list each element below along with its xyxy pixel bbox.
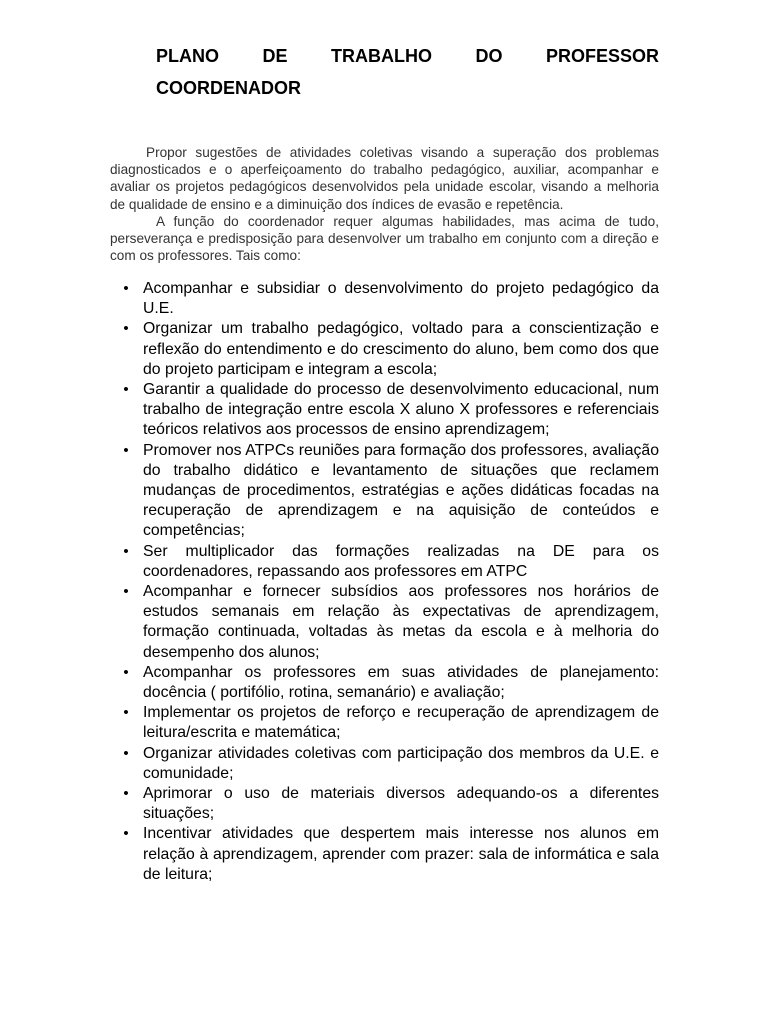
list-item-text: Acompanhar os professores em suas atividades de planejamento: docência ( portifólio, rotina, semanário) e avaliação;: [143, 663, 659, 702]
intro-text: [110, 144, 659, 264]
list-item-text: Acompanhar e subsidiar o desenvolvimento do projeto pedagógico da U.E.: [143, 280, 659, 318]
bullet-icon: •: [123, 704, 129, 722]
page-title: [156, 40, 659, 104]
list-item-text: Garantir a qualidade do processo de desenvolvimento educacional, num trabalho de integração entre escola X aluno X professores e referenciais teóricos relativos aos processos de ensino aprendizagem;: [143, 381, 659, 439]
title-line-2: COORDENADOR: [156, 78, 302, 98]
list-item: [110, 824, 659, 885]
list-item-text: Ser multiplicador das formações realizadas na DE para os coordenadores, repassando aos professores em ATPC: [143, 542, 659, 580]
bullet-icon: •: [123, 663, 129, 681]
title-line-1: PLANO DE TRABALHO DO PROFESSOR: [156, 46, 659, 66]
list-item-text: Organizar um trabalho pedagógico, voltado para a conscientização e reflexão do entendimento e do crescimento do aluno, bem como dos que do projeto participam e integram a escola;: [143, 320, 659, 378]
intro-paragraph: Propor sugestões de atividades coletivas visando a superação dos problemas diagnosticados e o aperfeiçoamento do trabalho pedagógico, auxiliar, acompanhar e avaliar os projetos pedagógicos desenvolvidos pela unidade escolar, visando a melhoria de qualidade de ensino e a diminuição dos índices de evasão e repetência.: [110, 145, 659, 212]
list-item-text: Acompanhar e fornecer subsídios aos professores nos horários de estudos semanais em relação às expectativas de aprendizagem, formação continuada, voltadas às metas da escola e à melhoria do desempenho dos alunos;: [143, 583, 659, 661]
bullet-icon: •: [123, 280, 129, 297]
bullet-icon: •: [123, 320, 129, 338]
list-item: [110, 703, 659, 743]
activity-list: [110, 279, 659, 885]
bullet-icon: •: [123, 542, 129, 560]
list-item-text: Promover nos ATPCs reuniões para formação dos professores, avaliação do trabalho didático e levantamento de situações que reclamem mudanças de procedimentos, estratégias e ações didáticas focadas na recuperação de aprendizagem e na aquisição de conteúdos e competências;: [143, 441, 659, 540]
list-item: [110, 542, 659, 582]
list-item-text: Incentivar atividades que despertem mais interesse nos alunos em relação à aprendizagem, aprender com prazer: sala de informática e sala de leitura;: [143, 825, 659, 883]
bullet-icon: •: [123, 583, 129, 601]
list-item: [110, 441, 659, 542]
list-item-text: Organizar atividades coletivas com participação dos membros da U.E. e comunidade;: [143, 744, 659, 782]
bullet-icon: •: [123, 825, 129, 843]
bullet-icon: •: [123, 441, 129, 459]
intro-paragraph: A função do coordenador requer algumas habilidades, mas acima de tudo, perseverança e predisposição para desenvolver um trabalho em conjunto com a direção e com os professores. Tais como:: [110, 213, 659, 264]
list-item: [110, 784, 659, 824]
list-item: [110, 319, 659, 380]
list-item: [110, 744, 659, 784]
list-item-text: Aprimorar o uso de materiais diversos adequando-os a diferentes situações;: [143, 785, 659, 823]
bullet-icon: •: [123, 381, 129, 399]
list-item: [110, 380, 659, 441]
list-item: [110, 663, 659, 703]
bullet-icon: •: [123, 744, 129, 762]
list-item: [110, 582, 659, 663]
bullet-icon: •: [123, 785, 129, 803]
list-item: [110, 279, 659, 319]
list-item-text: Implementar os projetos de reforço e recuperação de aprendizagem de leitura/escrita e matemática;: [143, 704, 659, 742]
